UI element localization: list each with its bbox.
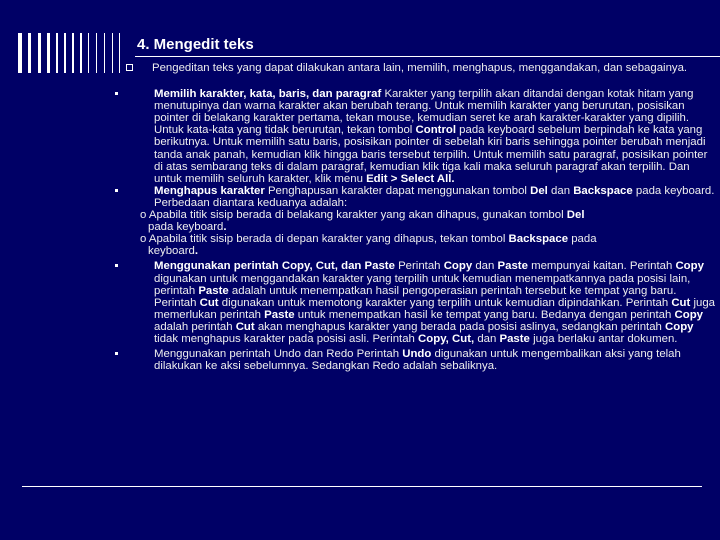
sub2-text-b: pada — [568, 233, 597, 246]
deco-bar — [64, 33, 66, 73]
bullet-icon — [115, 352, 118, 355]
deco-bar — [38, 33, 41, 73]
deco-bar — [80, 33, 82, 73]
copy-key-2: Paste — [497, 260, 528, 273]
intro-paragraph — [114, 62, 716, 74]
copy-text-5: adalah untuk menempatkan hasil pengoperasian perintah tersebut ke tempat yang baru. Perintah — [154, 284, 677, 309]
sub1-text-b: pada keyboard — [148, 221, 224, 234]
slide-body — [114, 62, 716, 372]
copy-key-8: Copy — [674, 308, 704, 321]
square-bullet-icon — [126, 64, 133, 71]
copy-key-12: Paste — [499, 332, 530, 345]
bullet-delete-text — [114, 185, 716, 209]
bullet-icon — [115, 92, 118, 95]
bottom-divider — [22, 486, 702, 487]
copy-key-7: Paste — [264, 308, 295, 321]
sub2-text-c: keyboard — [148, 245, 195, 258]
copy-key-1: Copy — [443, 260, 473, 273]
delete-heading: Menghapus karakter — [154, 184, 265, 197]
sub1-text-a: o Apabila titik sisip berada di belakang karakter yang akan dihapus, gunakan tombol — [140, 209, 567, 222]
deco-bar — [88, 33, 89, 73]
copy-text-8: untuk menempatkan hasil ke tempat yang baru. Bedanya dengan perintah — [294, 308, 675, 321]
delete-text-2: dan — [547, 184, 574, 197]
slide-title: 4. Mengedit teks — [137, 36, 254, 53]
undo-key: Undo — [402, 348, 432, 361]
select-text-1: Karakter yang terpilih akan ditandai dengan kotak hitam yang menutupinya dan warna karakter akan berubah terang. Untuk memilih karakter yang berurutan, posisikan pointer di belakang karakter pertama, tekan mouse, kemudian seret ke arah karakter-karakter yang dipilih. Untuk kata-kata yang tidak berurutan, tekan tombol — [154, 88, 694, 137]
delete-key-backspace: Backspace — [573, 184, 633, 197]
delete-sub-point-2 — [114, 233, 716, 257]
sub1-end: . — [223, 221, 227, 234]
sub1-continuation — [148, 221, 716, 233]
copy-text-6: digunakan untuk memotong karakter yang terpilih untuk kemudian dipindahkan. Perintah — [218, 296, 672, 309]
sub2-key: Backspace — [508, 233, 569, 246]
copy-key-10: Copy — [665, 320, 694, 333]
sub2-end: . — [194, 245, 199, 258]
copy-text-4: digunakan untuk menggandakan karakter yang terpilih untuk kemudian menempatkannya pada posisi lain, perintah — [154, 272, 691, 297]
deco-bar — [72, 33, 74, 73]
bullet-icon — [115, 189, 118, 192]
copy-text-12: dan — [474, 332, 500, 345]
copy-key-3: Copy — [675, 260, 704, 273]
delete-key-del: Del — [530, 184, 548, 197]
select-heading: Memilih karakter, kata, baris, dan paragraf — [154, 88, 382, 101]
select-menu-path: Edit > Select All. — [366, 172, 455, 185]
bullet-copy-cut-paste — [114, 260, 716, 345]
delete-text-1: Penghapusan karakter dapat menggunakan tombol — [264, 184, 531, 197]
bullet-undo-redo — [114, 348, 716, 372]
copy-text-3: mempunyai kaitan. Perintah — [527, 260, 676, 273]
deco-bar — [96, 33, 97, 73]
copy-text-11: tidak menghapus karakter pada posisi asli. Perintah — [154, 332, 419, 345]
delete-sub-point-1 — [114, 209, 716, 233]
bullet-select-text — [114, 88, 716, 185]
select-text-2: pada keyboard sebelum berpindah ke kata yang berikutnya. Untuk memilih satu baris, posisikan pointer di sebelah kiri baris sehingga pointer berubah menjadi tanda anak panah, kemudian klik hingga baris tersebut terpilih. Untuk memilih satu paragraf, posisikan pointer di atas sembarang teks di dalam paragraf, kemudian klik tiga kali maka seluruh paragraf akan terpilih. Dan untuk memilih seluruh karakter, klik menu — [154, 124, 708, 185]
copy-text-10: akan menghapus karakter yang berada pada posisi aslinya, sedangkan perintah — [254, 320, 666, 333]
copy-key-11: Copy, Cut, — [418, 332, 475, 345]
undo-text-2: digunakan untuk mengembalikan aksi yang telah dilakukan ke aksi sebelumnya. Sedangkan Redo adalah sebaliknya. — [154, 348, 681, 373]
deco-bar — [47, 33, 50, 73]
deco-bar — [28, 33, 31, 73]
copy-key-6: Cut — [671, 296, 691, 309]
copy-text-2: dan — [472, 260, 498, 273]
delete-text-3: pada keyboard. Perbedaan diantara keduanya adalah: — [154, 184, 715, 209]
intro-text: Pengeditan teks yang dapat dilakukan antara lain, memilih, menghapus, menggandakan, dan sebagainya. — [152, 62, 688, 74]
deco-bar — [18, 33, 22, 73]
copy-text-9: adalah perintah — [154, 320, 236, 333]
sub2-text-a: o Apabila titik sisip berada di depan karakter yang dihapus, tekan tombol — [140, 233, 509, 246]
title-divider — [135, 56, 720, 57]
undo-text-1: Menggunakan perintah Undo dan Redo Perintah — [154, 348, 403, 361]
sub1-key: Del — [566, 209, 585, 222]
copy-key-5: Cut — [199, 296, 219, 309]
copy-heading: Menggunakan perintah Copy, Cut, dan Paste — [154, 260, 395, 273]
copy-key-9: Cut — [235, 320, 255, 333]
deco-bar — [112, 33, 113, 73]
copy-key-4: Paste — [198, 284, 229, 297]
copy-text-13: juga berlaku antar dokumen. — [529, 332, 678, 345]
deco-bar — [104, 33, 105, 73]
bullet-icon — [115, 264, 118, 267]
deco-bar — [56, 33, 58, 73]
select-key-control: Control — [415, 124, 457, 137]
sub2-continuation — [148, 245, 716, 257]
copy-text-7: juga memerlukan perintah — [154, 296, 716, 321]
copy-text-1: Perintah — [394, 260, 444, 273]
